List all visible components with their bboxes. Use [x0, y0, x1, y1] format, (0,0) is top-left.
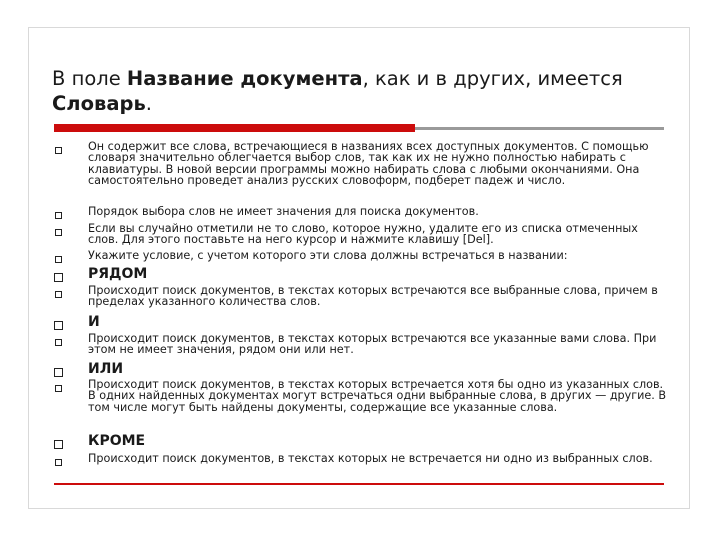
square-bullet-icon [55, 459, 62, 466]
list-item-text: Происходит поиск документов, в текстах которых встречаются все указанные вами слова. При этом не имеет значения, рядом они или нет. [88, 332, 657, 357]
title-part-1: В поле [52, 67, 127, 90]
square-bullet-icon [55, 212, 62, 219]
list-heading-text: РЯДОМ [88, 266, 148, 282]
square-bullet-icon [54, 440, 63, 449]
list-item-text: Происходит поиск документов, в текстах которых встречаются все выбранные слова, причем в пределах указанного количества слов. [88, 284, 658, 309]
square-bullet-icon [55, 291, 62, 298]
square-bullet-icon [54, 368, 63, 377]
square-bullet-icon [54, 321, 63, 330]
list-item-text: Происходит поиск документов, в текстах которых встречается хотя бы одно из указанных слов. В одних найденных документах могут встречаться одни выбранные слова, в других — другие. В том числе могут быть найдены документы, содержащие все указанные слова. [88, 378, 667, 414]
square-bullet-icon [55, 256, 62, 263]
list-item-text: Укажите условие, с учетом которого эти слова должны встречаться в названии: [88, 249, 568, 262]
title-part-3: . [145, 92, 152, 115]
square-bullet-icon [55, 229, 62, 236]
title-bold-dictionary: Словарь [52, 92, 146, 115]
list-heading-text: ИЛИ [88, 361, 124, 377]
square-bullet-icon [55, 385, 62, 392]
list-item-text: Происходит поиск документов, в текстах которых не встречается ни одно из выбранных слов. [88, 452, 653, 465]
title-bold-document-name: Название документа [126, 67, 363, 90]
title-part-2: , как и в других, имеется [362, 67, 623, 90]
square-bullet-icon [54, 273, 63, 282]
list-heading-text: КРОМЕ [88, 433, 146, 449]
list-item-text: Он содержит все слова, встречающиеся в названиях всех доступных документов. С помощью словаря значительно облегчается выбор слов, так как их не нужно полностью набирать с клавиатуры. В новой версии программы можно набирать слова с любыми окончаниями. Она самостоятельно проведет анализ русских словоформ, подберет падеж и число. [88, 140, 649, 188]
square-bullet-icon [55, 339, 62, 346]
list-item-text: Порядок выбора слов не имеет значения для поиска документов. [88, 205, 479, 218]
square-bullet-icon [55, 147, 62, 154]
list-item-text: Если вы случайно отметили не то слово, которое нужно, удалите его из списка отмеченных слов. Для этого поставьте на него курсор и нажмите клавишу [Del]. [88, 222, 638, 247]
footer-rule [54, 483, 664, 485]
list-heading-text: И [88, 314, 100, 330]
